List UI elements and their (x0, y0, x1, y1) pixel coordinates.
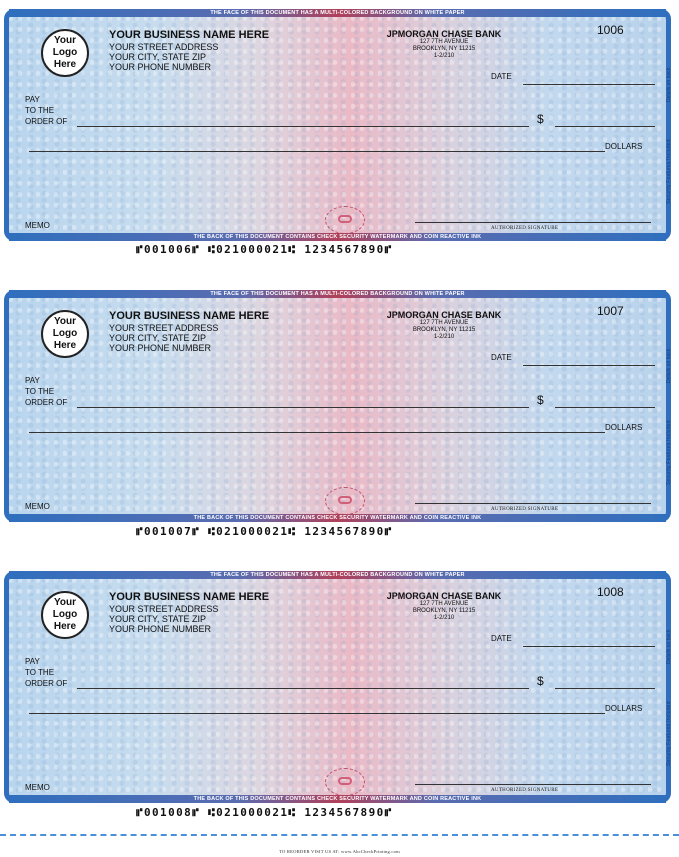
bank-fraction: 1-2/210 (433, 334, 455, 340)
business-city: YOUR CITY, STATE ZIP (109, 333, 207, 343)
authorized-signature-label: AUTHORIZED SIGNATURE (491, 507, 559, 512)
business-info (109, 30, 269, 72)
payee-label: PAY TO THE ORDER OF (25, 657, 68, 688)
business-street: YOUR STREET ADDRESS (109, 604, 219, 614)
security-band-bottom: THE BACK OF THIS DOCUMENT CONTAINS CHECK SECURITY WATERMARK AND COIN REACTIVE INK (9, 514, 666, 522)
check-3 (4, 571, 671, 803)
bank-fraction: 1-2/210 (433, 615, 455, 621)
amount-field[interactable] (555, 688, 655, 689)
key-seal-icon (325, 206, 365, 234)
security-band-bottom: THE BACK OF THIS DOCUMENT CONTAINS CHECK SECURITY WATERMARK AND COIN REACTIVE INK (9, 795, 666, 803)
side-security-text: Security Features Included (666, 420, 672, 485)
signature-field[interactable] (415, 222, 651, 223)
business-phone: YOUR PHONE NUMBER (109, 343, 212, 353)
date-field[interactable] (523, 84, 655, 85)
date-field[interactable] (523, 646, 655, 647)
amount-field[interactable] (555, 126, 655, 127)
bank-info (359, 29, 529, 60)
business-info (109, 592, 269, 634)
payee-label: PAY TO THE ORDER OF (25, 376, 68, 407)
memo-label: MEMO (25, 221, 50, 230)
logo-placeholder: Your Logo Here (41, 310, 89, 358)
bank-address: 127 7TH AVENUE (419, 39, 469, 45)
amount-words-field[interactable] (29, 432, 605, 433)
payee-label: PAY TO THE ORDER OF (25, 95, 68, 126)
authorized-signature-label: AUTHORIZED SIGNATURE (491, 226, 559, 231)
key-seal-icon (325, 487, 365, 515)
memo-label: MEMO (25, 783, 50, 792)
dollars-label: DOLLARS (605, 142, 643, 151)
perforation-line (0, 834, 679, 836)
logo-placeholder: Your Logo Here (41, 29, 89, 77)
micr-line: ⑈001006⑈ ⑆021000021⑆ 1234567890⑈ (136, 243, 393, 256)
amount-field[interactable] (555, 407, 655, 408)
authorized-signature-label: AUTHORIZED SIGNATURE (491, 788, 559, 793)
security-band-top: THE FACE OF THIS DOCUMENT HAS A MULTI-COLORED BACKGROUND ON WHITE PAPER (9, 571, 666, 579)
business-name: YOUR BUSINESS NAME HERE (109, 591, 270, 603)
side-details-text: Details on back. (666, 66, 672, 102)
bank-name: JPMORGAN CHASE BANK (386, 310, 502, 320)
bank-city: BROOKLYN, NY 11215 (412, 608, 476, 614)
bank-info (359, 310, 529, 341)
signature-field[interactable] (415, 784, 651, 785)
micr-line: ⑈001007⑈ ⑆021000021⑆ 1234567890⑈ (136, 525, 393, 538)
check-1 (4, 9, 671, 241)
business-name: YOUR BUSINESS NAME HERE (109, 29, 270, 41)
check-number: 1008 (597, 585, 624, 599)
bank-city: BROOKLYN, NY 11215 (412, 46, 476, 52)
business-info (109, 311, 269, 353)
security-band-bottom: THE BACK OF THIS DOCUMENT CONTAINS CHECK SECURITY WATERMARK AND COIN REACTIVE INK (9, 233, 666, 241)
dollar-sign: $ (537, 393, 544, 407)
bank-address: 127 7TH AVENUE (419, 320, 469, 326)
bank-fraction: 1-2/210 (433, 53, 455, 59)
check-2 (4, 290, 671, 522)
key-seal-icon (325, 768, 365, 796)
business-city: YOUR CITY, STATE ZIP (109, 52, 207, 62)
payee-field[interactable] (77, 688, 529, 689)
side-details-text: Details on back. (666, 347, 672, 383)
date-field[interactable] (523, 365, 655, 366)
micr-line: ⑈001008⑈ ⑆021000021⑆ 1234567890⑈ (136, 806, 393, 819)
amount-words-field[interactable] (29, 713, 605, 714)
business-street: YOUR STREET ADDRESS (109, 323, 219, 333)
side-details-text: Details on back. (666, 628, 672, 664)
dollar-sign: $ (537, 674, 544, 688)
date-label: DATE (491, 72, 512, 81)
dollars-label: DOLLARS (605, 423, 643, 432)
payee-field[interactable] (77, 407, 529, 408)
logo-placeholder: Your Logo Here (41, 591, 89, 639)
amount-words-field[interactable] (29, 151, 605, 152)
security-band-top: THE FACE OF THIS DOCUMENT HAS A MULTI-COLORED BACKGROUND ON WHITE PAPER (9, 9, 666, 17)
side-security-text: Security Features Included (666, 701, 672, 766)
business-name: YOUR BUSINESS NAME HERE (109, 310, 270, 322)
bank-address: 127 7TH AVENUE (419, 601, 469, 607)
date-label: DATE (491, 634, 512, 643)
reorder-footer: TO REORDER VISIT US AT: www.AbcCheckPrinting.com (279, 849, 400, 854)
side-security-text: Security Features Included (666, 139, 672, 204)
bank-name: JPMORGAN CHASE BANK (386, 591, 502, 601)
business-phone: YOUR PHONE NUMBER (109, 62, 212, 72)
check-number: 1007 (597, 304, 624, 318)
date-label: DATE (491, 353, 512, 362)
dollars-label: DOLLARS (605, 704, 643, 713)
bank-name: JPMORGAN CHASE BANK (386, 29, 502, 39)
bank-city: BROOKLYN, NY 11215 (412, 327, 476, 333)
business-phone: YOUR PHONE NUMBER (109, 624, 212, 634)
security-band-top: THE FACE OF THIS DOCUMENT HAS A MULTI-COLORED BACKGROUND ON WHITE PAPER (9, 290, 666, 298)
payee-field[interactable] (77, 126, 529, 127)
business-street: YOUR STREET ADDRESS (109, 42, 219, 52)
signature-field[interactable] (415, 503, 651, 504)
business-city: YOUR CITY, STATE ZIP (109, 614, 207, 624)
dollar-sign: $ (537, 112, 544, 126)
check-number: 1006 (597, 23, 624, 37)
memo-label: MEMO (25, 502, 50, 511)
bank-info (359, 591, 529, 622)
